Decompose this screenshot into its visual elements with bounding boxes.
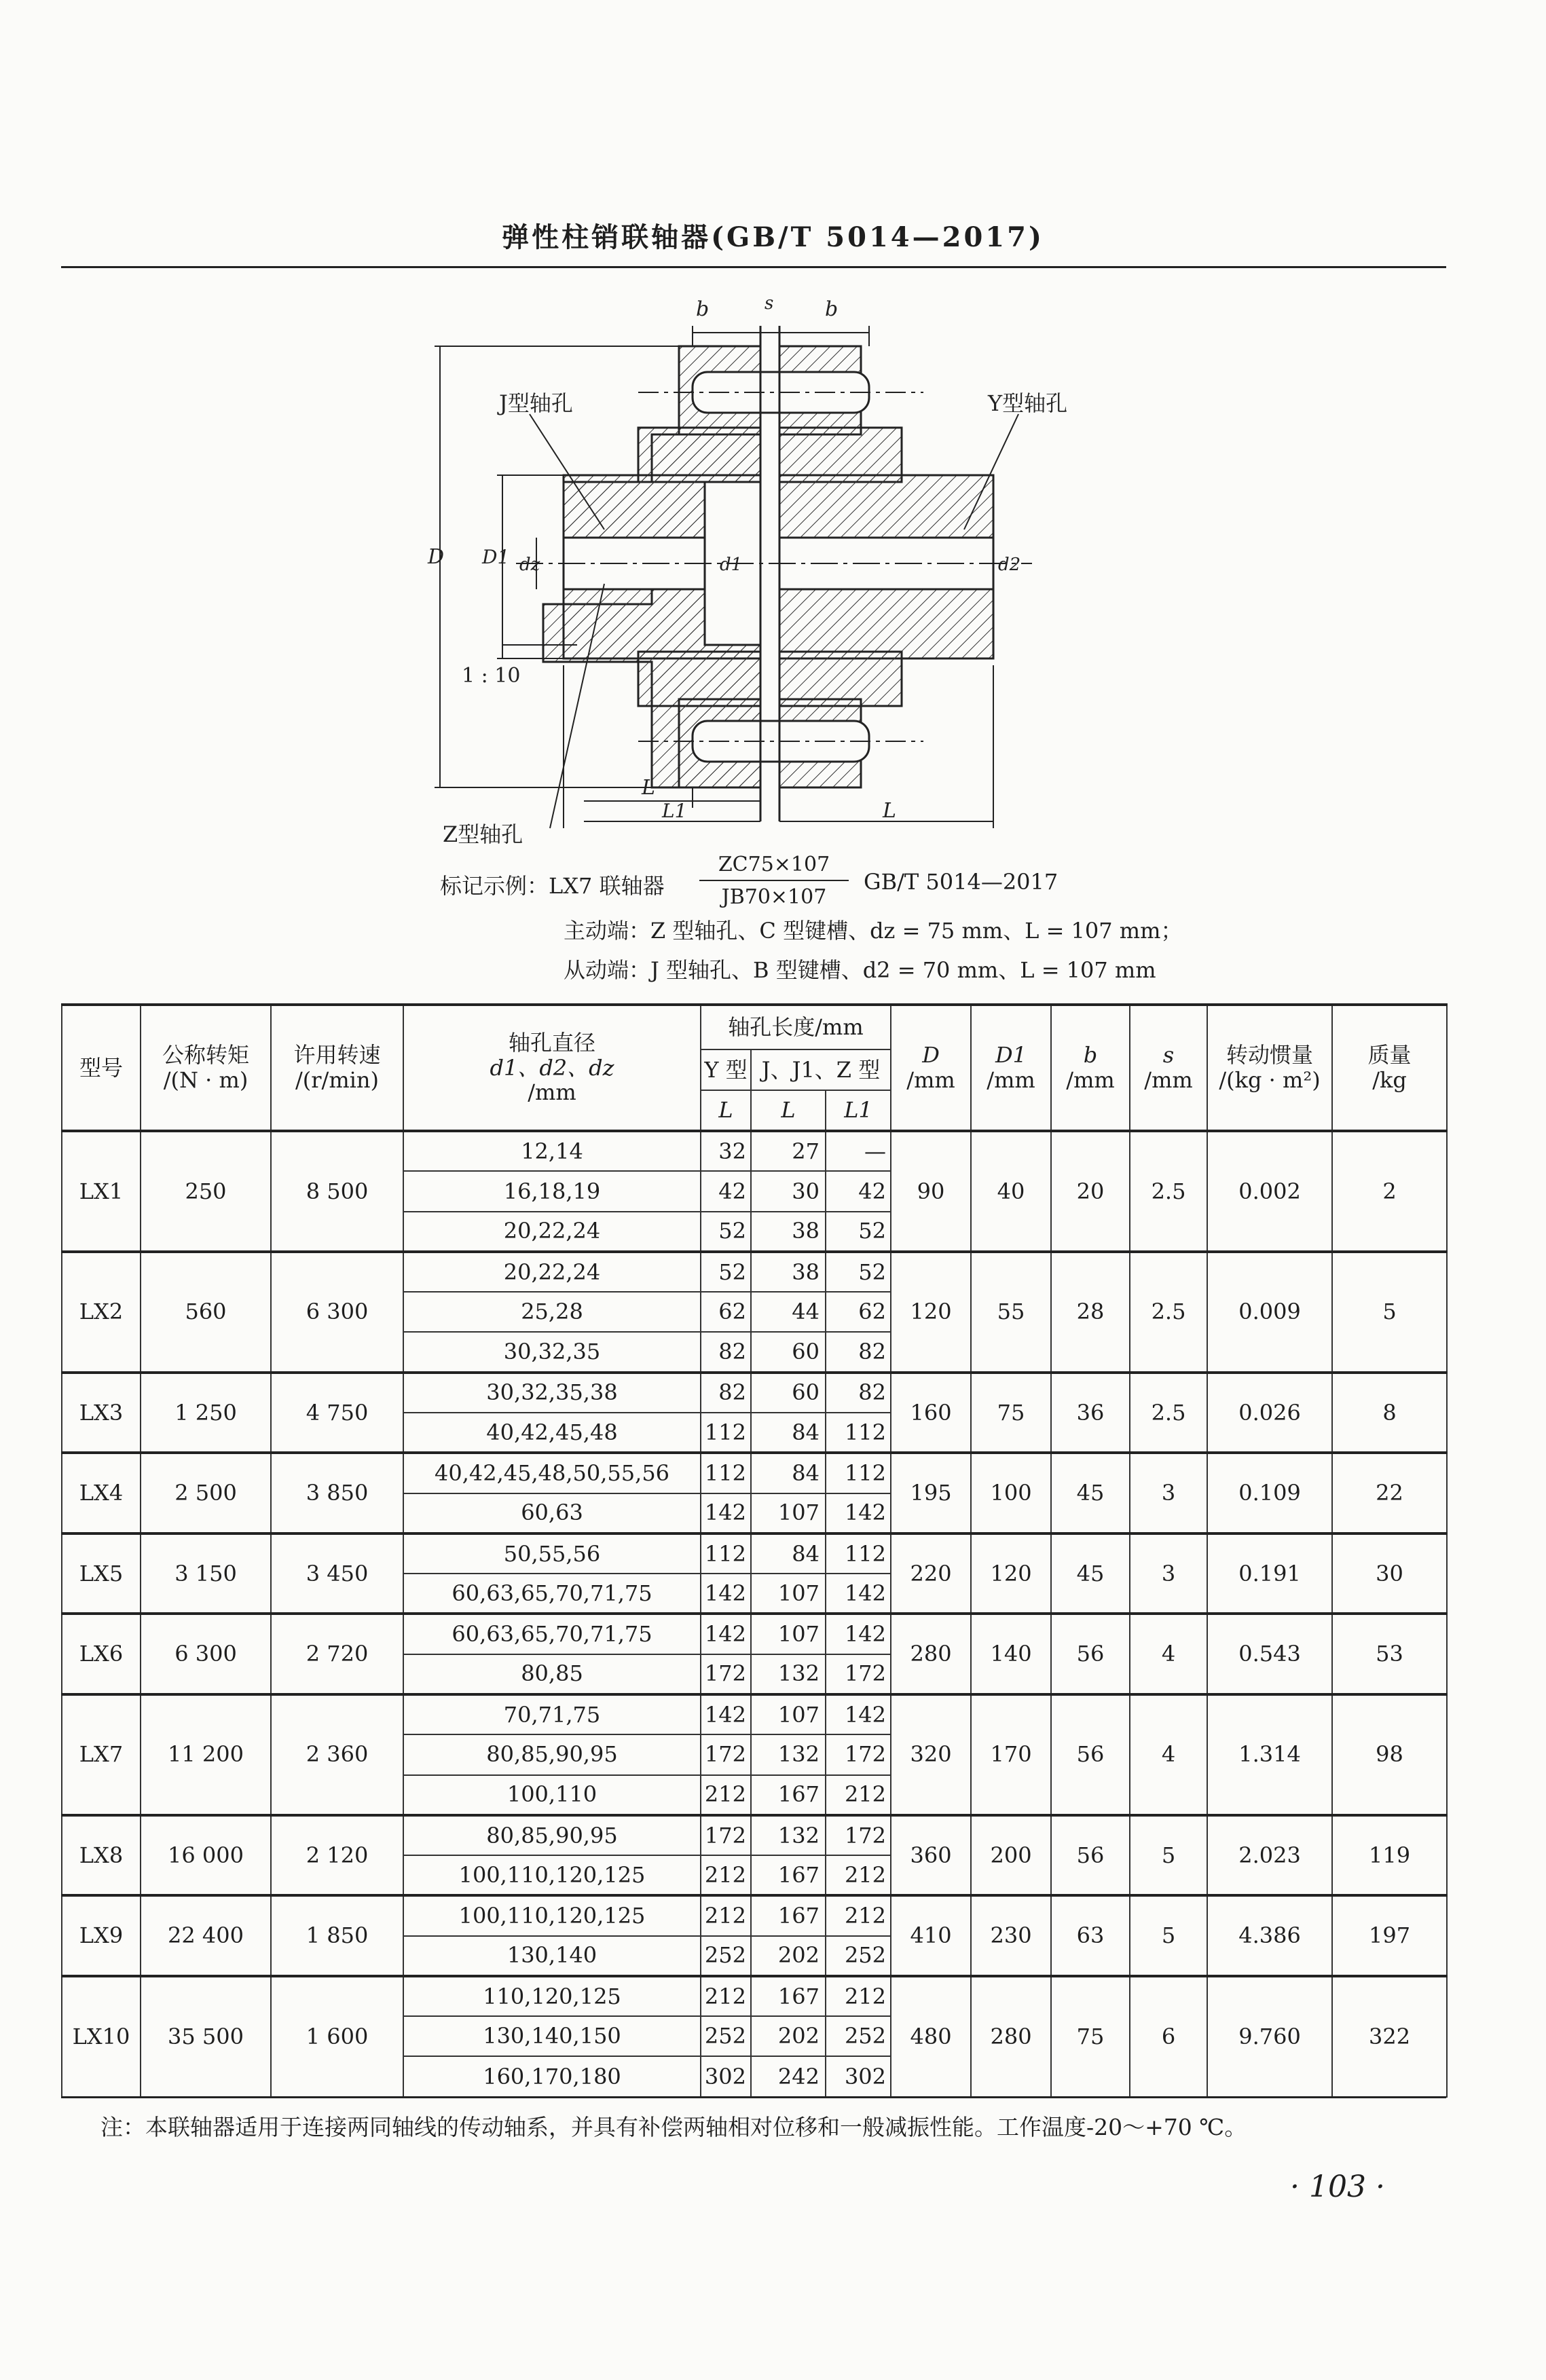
cell-length-y: 172 <box>701 1815 751 1855</box>
cell-model: LX2 <box>62 1252 141 1373</box>
cell-length-j: 202 <box>751 2016 826 2056</box>
cell-bore-diameters: 80,85,90,95 <box>403 1815 701 1855</box>
label-dz: dz <box>519 555 540 575</box>
label-s: s <box>765 293 774 314</box>
cell-mass: 22 <box>1332 1453 1447 1533</box>
cell-s: 6 <box>1130 1976 1207 2097</box>
cell-D1: 230 <box>971 1895 1051 1976</box>
cell-length-l1: 62 <box>826 1292 891 1332</box>
label-z-hole: Z型轴孔 <box>443 821 523 847</box>
cell-bore-diameters: 30,32,35 <box>403 1332 701 1372</box>
cell-bore-diameters: 25,28 <box>403 1292 701 1332</box>
cell-length-l1: 172 <box>826 1654 891 1694</box>
table-row <box>62 1614 1447 1654</box>
cell-length-j: 84 <box>751 1413 826 1453</box>
cell-inertia: 0.109 <box>1207 1453 1332 1533</box>
cell-b: 45 <box>1051 1453 1130 1533</box>
cell-D: 320 <box>891 1694 971 1815</box>
cell-torque: 250 <box>141 1131 271 1252</box>
header-D1: D1 /mm <box>971 1005 1051 1131</box>
cell-model: LX8 <box>62 1815 141 1896</box>
cell-length-y: 62 <box>701 1292 751 1332</box>
cell-D1: 40 <box>971 1131 1051 1252</box>
cell-mass: 98 <box>1332 1694 1447 1815</box>
header-y-type: Y 型 <box>701 1049 751 1090</box>
label-d1: d1 <box>720 555 743 575</box>
cell-D1: 200 <box>971 1815 1051 1896</box>
spec-table-body <box>62 1131 1447 2097</box>
cell-length-l1: 142 <box>826 1614 891 1654</box>
cell-torque: 11 200 <box>141 1694 271 1815</box>
cell-length-j: 84 <box>751 1453 826 1493</box>
example-driving: 主动端：Z 型轴孔、C 型键槽、dz = 75 mm、L = 107 mm； <box>564 918 1183 944</box>
cell-torque: 1 250 <box>141 1373 271 1453</box>
cell-b: 56 <box>1051 1815 1130 1896</box>
cell-model: LX5 <box>62 1533 141 1614</box>
footnote: 注：本联轴器适用于连接两同轴线的传动轴系，并具有补偿两轴相对位移和一般减振性能。工作温度-20～+70 ℃。 <box>100 2114 1247 2140</box>
cell-length-y: 142 <box>701 1694 751 1734</box>
cell-b: 20 <box>1051 1131 1130 1252</box>
cell-speed: 2 360 <box>271 1694 403 1815</box>
cell-bore-diameters: 60,63,65,70,71,75 <box>403 1614 701 1654</box>
cell-speed: 2 120 <box>271 1815 403 1896</box>
label-b-left: b <box>696 297 710 321</box>
cell-D: 360 <box>891 1815 971 1896</box>
cell-length-j: 167 <box>751 1775 826 1815</box>
cell-s: 2.5 <box>1130 1131 1207 1252</box>
cell-torque: 560 <box>141 1252 271 1373</box>
header-model: 型号 <box>62 1005 141 1131</box>
cell-s: 2.5 <box>1130 1252 1207 1373</box>
cell-torque: 6 300 <box>141 1614 271 1694</box>
cell-length-j: 132 <box>751 1654 826 1694</box>
cell-model: LX6 <box>62 1614 141 1694</box>
cell-length-j: 107 <box>751 1614 826 1654</box>
cell-length-l1: 112 <box>826 1413 891 1453</box>
cell-mass: 322 <box>1332 1976 1447 2097</box>
header-jz-type: J、J1、Z 型 <box>751 1049 891 1090</box>
label-y-hole: Y型轴孔 <box>988 390 1068 416</box>
cell-bore-diameters: 30,32,35,38 <box>403 1373 701 1413</box>
cell-bore-diameters: 130,140 <box>403 1936 701 1976</box>
fraction-bar <box>699 880 849 881</box>
cell-s: 5 <box>1130 1895 1207 1976</box>
cell-mass: 30 <box>1332 1533 1447 1614</box>
cell-inertia: 0.002 <box>1207 1131 1332 1252</box>
cell-D: 120 <box>891 1252 971 1373</box>
cell-length-y: 52 <box>701 1252 751 1292</box>
cell-length-y: 82 <box>701 1373 751 1413</box>
header-inertia: 转动惯量 /(kg · m²) <box>1207 1005 1332 1131</box>
page-number: · 103 · <box>1290 2170 1385 2204</box>
cell-inertia: 4.386 <box>1207 1895 1332 1976</box>
cell-length-y: 212 <box>701 1855 751 1895</box>
header-speed: 许用转速 /(r/min) <box>271 1005 403 1131</box>
cell-length-j: 132 <box>751 1734 826 1774</box>
cell-D1: 280 <box>971 1976 1051 2097</box>
cell-s: 5 <box>1130 1815 1207 1896</box>
cell-bore-diameters: 100,110,120,125 <box>403 1855 701 1895</box>
cell-length-l1: — <box>826 1131 891 1171</box>
cell-torque: 35 500 <box>141 1976 271 2097</box>
cell-speed: 8 500 <box>271 1131 403 1252</box>
label-D1: D1 <box>482 546 510 568</box>
cell-b: 45 <box>1051 1533 1130 1614</box>
label-b-right: b <box>825 297 839 321</box>
cell-b: 36 <box>1051 1373 1130 1453</box>
bores <box>516 326 1032 821</box>
cell-D1: 55 <box>971 1252 1051 1373</box>
cell-length-j: 60 <box>751 1373 826 1413</box>
cell-length-y: 212 <box>701 1775 751 1815</box>
cell-bore-diameters: 20,22,24 <box>403 1212 701 1252</box>
cell-length-l1: 142 <box>826 1694 891 1734</box>
cell-length-y: 142 <box>701 1614 751 1654</box>
cell-torque: 16 000 <box>141 1815 271 1896</box>
cell-length-l1: 112 <box>826 1533 891 1574</box>
cell-D1: 75 <box>971 1373 1051 1453</box>
cell-length-l1: 252 <box>826 2016 891 2056</box>
example-standard: GB/T 5014—2017 <box>864 869 1059 895</box>
table-bottom-rule <box>61 2096 1446 2098</box>
cell-length-j: 38 <box>751 1252 826 1292</box>
cell-length-y: 112 <box>701 1533 751 1574</box>
cell-speed: 2 720 <box>271 1614 403 1694</box>
cell-inertia: 0.026 <box>1207 1373 1332 1453</box>
cell-length-j: 38 <box>751 1212 826 1252</box>
cell-bore-diameters: 20,22,24 <box>403 1252 701 1292</box>
cell-length-y: 32 <box>701 1131 751 1171</box>
cell-length-l1: 252 <box>826 1936 891 1976</box>
header-L1: L1 <box>826 1090 891 1131</box>
cell-length-j: 107 <box>751 1574 826 1614</box>
cell-D1: 170 <box>971 1694 1051 1815</box>
cell-speed: 6 300 <box>271 1252 403 1373</box>
cell-torque: 3 150 <box>141 1533 271 1614</box>
cell-speed: 1 600 <box>271 1976 403 2097</box>
table-row <box>62 1694 1447 1734</box>
table-row <box>62 1252 1447 1292</box>
cell-length-y: 142 <box>701 1574 751 1614</box>
cell-D: 220 <box>891 1533 971 1614</box>
cell-bore-diameters: 100,110 <box>403 1775 701 1815</box>
cell-mass: 2 <box>1332 1131 1447 1252</box>
cell-mass: 8 <box>1332 1373 1447 1453</box>
label-L-mid: L <box>642 776 655 800</box>
cell-bore-diameters: 40,42,45,48,50,55,56 <box>403 1453 701 1493</box>
cell-length-j: 84 <box>751 1533 826 1574</box>
cell-s: 3 <box>1130 1533 1207 1614</box>
header-D: D /mm <box>891 1005 971 1131</box>
cell-bore-diameters: 110,120,125 <box>403 1976 701 2016</box>
cell-bore-diameters: 80,85,90,95 <box>403 1734 701 1774</box>
table-row <box>62 1373 1447 1413</box>
cell-inertia: 0.543 <box>1207 1614 1332 1694</box>
cell-length-y: 302 <box>701 2056 751 2097</box>
cell-speed: 1 850 <box>271 1895 403 1976</box>
cell-length-j: 167 <box>751 1895 826 1935</box>
table-row <box>62 1131 1447 1171</box>
cell-length-l1: 82 <box>826 1373 891 1413</box>
example-prefix: 标记示例：LX7 联轴器 <box>440 873 665 899</box>
cell-length-j: 60 <box>751 1332 826 1372</box>
cell-mass: 53 <box>1332 1614 1447 1694</box>
cell-D: 410 <box>891 1895 971 1976</box>
cell-mass: 119 <box>1332 1815 1447 1896</box>
cell-length-j: 242 <box>751 2056 826 2097</box>
table-row <box>62 1976 1447 2016</box>
table-row <box>62 1533 1447 1574</box>
cell-length-l1: 212 <box>826 1976 891 2016</box>
label-L1: L1 <box>662 800 687 822</box>
cell-bore-diameters: 80,85 <box>403 1654 701 1694</box>
cell-mass: 197 <box>1332 1895 1447 1976</box>
cell-s: 4 <box>1130 1614 1207 1694</box>
header-bore: 轴孔直径 d1、d2、dz /mm <box>403 1005 701 1131</box>
cell-bore-diameters: 40,42,45,48 <box>403 1413 701 1453</box>
cell-inertia: 1.314 <box>1207 1694 1332 1815</box>
header-torque: 公称转矩 /(N · m) <box>141 1005 271 1131</box>
cell-length-y: 112 <box>701 1453 751 1493</box>
cell-D: 90 <box>891 1131 971 1252</box>
label-taper: 1 : 10 <box>462 664 521 688</box>
cell-length-j: 27 <box>751 1131 826 1171</box>
header-s: s /mm <box>1130 1005 1207 1131</box>
cell-bore-diameters: 60,63 <box>403 1493 701 1533</box>
table-row <box>62 1453 1447 1493</box>
cell-s: 4 <box>1130 1694 1207 1815</box>
cell-length-y: 252 <box>701 1936 751 1976</box>
cell-model: LX4 <box>62 1453 141 1533</box>
cell-inertia: 0.009 <box>1207 1252 1332 1373</box>
cell-torque: 2 500 <box>141 1453 271 1533</box>
cell-D1: 120 <box>971 1533 1051 1614</box>
header-L-jz: L <box>751 1090 826 1131</box>
header-mass: 质量 /kg <box>1332 1005 1447 1131</box>
cell-length-j: 107 <box>751 1694 826 1734</box>
example-driven: 从动端：J 型轴孔、B 型键槽、d2 = 70 mm、L = 107 mm <box>564 957 1156 983</box>
cell-length-l1: 212 <box>826 1775 891 1815</box>
cell-bore-diameters: 130,140,150 <box>403 2016 701 2056</box>
cell-D: 195 <box>891 1453 971 1533</box>
cell-length-y: 212 <box>701 1895 751 1935</box>
cell-length-l1: 172 <box>826 1815 891 1855</box>
label-d2: d2 <box>998 555 1021 575</box>
cell-bore-diameters: 60,63,65,70,71,75 <box>403 1574 701 1614</box>
cell-length-l1: 52 <box>826 1252 891 1292</box>
cell-length-y: 252 <box>701 2016 751 2056</box>
cell-length-l1: 52 <box>826 1212 891 1252</box>
cell-inertia: 9.760 <box>1207 1976 1332 2097</box>
cell-D: 480 <box>891 1976 971 2097</box>
cell-D1: 100 <box>971 1453 1051 1533</box>
cell-model: LX3 <box>62 1373 141 1453</box>
cell-length-y: 82 <box>701 1332 751 1372</box>
example-denominator: JB70×107 <box>721 885 827 909</box>
cell-bore-diameters: 100,110,120,125 <box>403 1895 701 1935</box>
cell-model: LX9 <box>62 1895 141 1976</box>
cell-length-l1: 42 <box>826 1171 891 1211</box>
cell-length-j: 167 <box>751 1976 826 2016</box>
cell-speed: 3 850 <box>271 1453 403 1533</box>
cell-length-j: 167 <box>751 1855 826 1895</box>
cell-s: 2.5 <box>1130 1373 1207 1453</box>
label-L-right: L <box>883 799 896 823</box>
cell-length-j: 132 <box>751 1815 826 1855</box>
example-numerator: ZC75×107 <box>718 853 830 876</box>
cell-length-l1: 212 <box>826 1895 891 1935</box>
table-row <box>62 1895 1447 1935</box>
cell-length-y: 42 <box>701 1171 751 1211</box>
cell-D: 160 <box>891 1373 971 1453</box>
cell-s: 3 <box>1130 1453 1207 1533</box>
cell-length-j: 44 <box>751 1292 826 1332</box>
cell-length-l1: 212 <box>826 1855 891 1895</box>
label-D: D <box>428 545 445 569</box>
cell-torque: 22 400 <box>141 1895 271 1976</box>
cell-length-l1: 142 <box>826 1493 891 1533</box>
cell-length-y: 212 <box>701 1976 751 2016</box>
cell-bore-diameters: 12,14 <box>403 1131 701 1171</box>
cell-length-l1: 172 <box>826 1734 891 1774</box>
cell-bore-diameters: 70,71,75 <box>403 1694 701 1734</box>
cell-b: 63 <box>1051 1895 1130 1976</box>
page-title: 弹性柱销联轴器(GB/T 5014—2017) <box>502 221 1044 253</box>
cell-model: LX7 <box>62 1694 141 1815</box>
cell-length-y: 112 <box>701 1413 751 1453</box>
cell-inertia: 2.023 <box>1207 1815 1332 1896</box>
title-rule <box>61 266 1446 268</box>
header-b: b /mm <box>1051 1005 1130 1131</box>
cell-length-l1: 112 <box>826 1453 891 1493</box>
cell-length-j: 30 <box>751 1171 826 1211</box>
cell-mass: 5 <box>1332 1252 1447 1373</box>
spec-table <box>61 1003 1448 2098</box>
cell-inertia: 0.191 <box>1207 1533 1332 1614</box>
table-row <box>62 1815 1447 1855</box>
cell-length-y: 52 <box>701 1212 751 1252</box>
cell-speed: 4 750 <box>271 1373 403 1453</box>
cell-length-l1: 302 <box>826 2056 891 2097</box>
cell-bore-diameters: 160,170,180 <box>403 2056 701 2097</box>
cell-bore-diameters: 50,55,56 <box>403 1533 701 1574</box>
cell-b: 28 <box>1051 1252 1130 1373</box>
cell-b: 56 <box>1051 1614 1130 1694</box>
cell-length-j: 107 <box>751 1493 826 1533</box>
cell-bore-diameters: 16,18,19 <box>403 1171 701 1211</box>
cell-model: LX1 <box>62 1131 141 1252</box>
cell-length-y: 172 <box>701 1734 751 1774</box>
cell-length-y: 142 <box>701 1493 751 1533</box>
cell-length-l1: 142 <box>826 1574 891 1614</box>
cell-length-l1: 82 <box>826 1332 891 1372</box>
header-length: 轴孔长度/mm <box>701 1005 891 1049</box>
cell-D: 280 <box>891 1614 971 1694</box>
header-L-y: L <box>701 1090 751 1131</box>
cell-length-y: 172 <box>701 1654 751 1694</box>
cell-speed: 3 450 <box>271 1533 403 1614</box>
cell-model: LX10 <box>62 1976 141 2097</box>
cell-b: 75 <box>1051 1976 1130 2097</box>
cell-length-j: 202 <box>751 1936 826 1976</box>
label-j-hole: J型轴孔 <box>499 390 573 416</box>
cell-D1: 140 <box>971 1614 1051 1694</box>
coupling-drawing <box>380 285 1175 849</box>
cell-b: 56 <box>1051 1694 1130 1815</box>
